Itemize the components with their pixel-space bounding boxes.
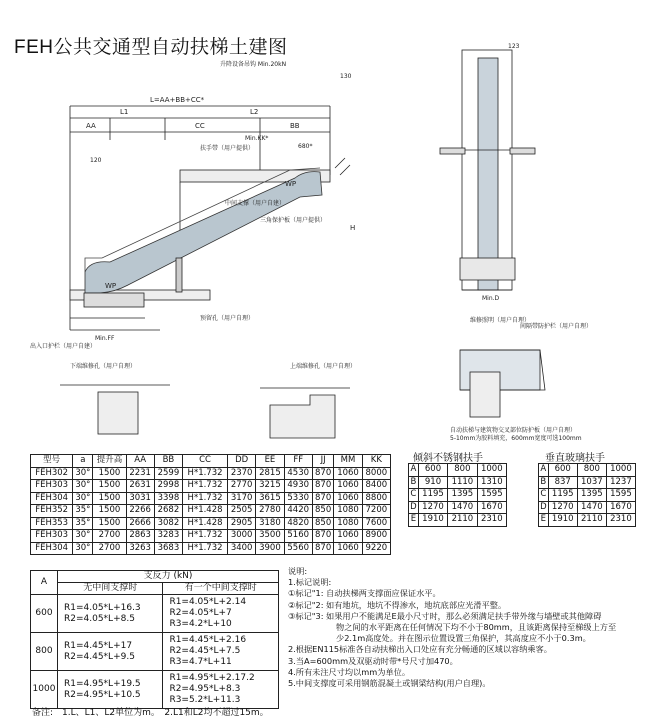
table-cell: 3215: [256, 480, 284, 493]
table-cell: 2700: [93, 542, 126, 555]
table-cell: 2905: [228, 517, 256, 530]
table-cell: FEH303: [31, 530, 73, 543]
table-cell: 2310: [477, 514, 506, 527]
label-l2: L2: [250, 108, 259, 116]
table-cell: 1080: [334, 505, 362, 518]
width-cell: 600: [31, 595, 58, 633]
callout-handrail: 扶手带（用户提供）: [200, 145, 255, 152]
table-row: [31, 542, 391, 555]
col-header: AA: [126, 455, 154, 468]
table-cell: 8400: [362, 480, 390, 493]
table-cell: 2110: [448, 514, 477, 527]
col-a-header: A: [31, 571, 58, 595]
table-cell: 30°: [73, 542, 93, 555]
table-cell: 3900: [256, 542, 284, 555]
table-cell: 3400: [228, 542, 256, 555]
table-cell: 3170: [228, 492, 256, 505]
table-row: [31, 480, 391, 493]
callout-partition: 间隔带防护栏（用户自理）: [520, 323, 593, 330]
table-cell: 30°: [73, 480, 93, 493]
formula: R3=4.2*L+10: [169, 619, 232, 629]
table-cell: 35°: [73, 517, 93, 530]
formula: R1=4.45*L+2.16: [169, 635, 247, 645]
formula-cell: [58, 671, 163, 709]
table-cell: 7600: [362, 517, 390, 530]
table-cell: H*1.732: [183, 530, 228, 543]
table-cell: 3615: [256, 492, 284, 505]
table-row: [31, 492, 391, 505]
table-cell: E: [539, 514, 549, 527]
table-cell: 600: [548, 464, 577, 477]
col-header: 型号: [31, 455, 73, 468]
table-cell: 2110: [577, 514, 606, 527]
table-cell: 1195: [548, 489, 577, 502]
table-cell: 850: [312, 505, 334, 518]
sub-left: 无中间支撑时: [58, 583, 163, 595]
formula: R2=4.05*L+7: [169, 608, 232, 618]
col-header: 提升高: [93, 455, 126, 468]
col-header: FF: [284, 455, 312, 468]
glass-title: 垂直玻璃扶手: [545, 453, 605, 464]
table-cell: FEH353: [31, 517, 73, 530]
table-cell: 1060: [334, 467, 362, 480]
table-cell: 1060: [334, 480, 362, 493]
table-cell: H*1.732: [183, 480, 228, 493]
table-cell: 9220: [362, 542, 390, 555]
table-row: [31, 505, 391, 518]
col-header: DD: [228, 455, 256, 468]
table-cell: 30°: [73, 492, 93, 505]
support-table: [30, 570, 279, 709]
label-aa: AA: [86, 122, 96, 130]
stainless-title: 倾斜不锈钢扶手: [413, 453, 483, 464]
table-cell: 1060: [334, 492, 362, 505]
table-cell: 1595: [477, 489, 506, 502]
label-min-d: Min.D: [482, 295, 500, 302]
table-cell: 870: [312, 467, 334, 480]
table-row: [409, 489, 507, 502]
table-cell: 910: [418, 476, 447, 489]
notes: [288, 566, 640, 689]
table-cell: 3082: [154, 517, 182, 530]
formula: R3=5.2*L+11.3: [169, 695, 241, 705]
table-cell: 2780: [256, 505, 284, 518]
table-cell: 1310: [477, 476, 506, 489]
table-cell: 3398: [154, 492, 182, 505]
table-cell: 2770: [228, 480, 256, 493]
callout-crossing-guard: 自动扶梯与建筑物交叉部位防护板（用户自理）: [450, 427, 577, 434]
table-row: [539, 514, 636, 527]
table-cell: B: [410, 476, 417, 487]
table-cell: 4820: [284, 517, 312, 530]
table-cell: C: [540, 489, 547, 500]
table-cell: 2682: [154, 505, 182, 518]
label-bb: BB: [290, 122, 300, 130]
table-cell: 1670: [477, 501, 506, 514]
col-header: MM: [334, 455, 362, 468]
table-cell: 4420: [284, 505, 312, 518]
table-cell: 4930: [284, 480, 312, 493]
table-cell: 30°: [73, 467, 93, 480]
table-row: [409, 501, 507, 514]
table-cell: 2815: [256, 467, 284, 480]
table-row: [31, 595, 279, 633]
label-130: 130: [340, 73, 352, 80]
label-cc: CC: [195, 122, 205, 130]
table-cell: 4530: [284, 467, 312, 480]
table-cell: 2631: [126, 480, 154, 493]
table-cell: 3283: [154, 530, 182, 543]
table-row: [31, 671, 279, 709]
table-cell: 1500: [93, 480, 126, 493]
table-cell: A: [540, 464, 547, 475]
table-cell: 1270: [418, 501, 447, 514]
table-cell: 1080: [334, 517, 362, 530]
table-header-row: [31, 455, 391, 468]
note-line: ③标记"3: 如果用户不能满足E最小尺寸时，那么必须满足扶手带外缘与墙壁或其他障碍: [288, 610, 602, 621]
table-cell: 1910: [418, 514, 447, 527]
label-wp-lower: WP: [105, 282, 117, 290]
page-title: FEH公共交通型自动扶梯土建图: [14, 37, 288, 58]
note-line: 说明:: [288, 566, 308, 576]
table-cell: 2863: [126, 530, 154, 543]
table-cell: 800: [577, 464, 606, 477]
table-cell: 2700: [93, 530, 126, 543]
table-cell: 3000: [228, 530, 256, 543]
callout-hook: 升降设备吊钩 Min.20kN: [220, 61, 287, 68]
table-row: [409, 464, 507, 477]
table-cell: 1470: [577, 501, 606, 514]
table-cell: 870: [312, 530, 334, 543]
table-cell: C: [410, 489, 417, 500]
table-cell: 2231: [126, 467, 154, 480]
col-header: BB: [154, 455, 182, 468]
formula: R1=4.45*L+17: [64, 640, 133, 651]
col-header: CC: [183, 455, 228, 468]
table-cell: 2310: [606, 514, 635, 527]
table-cell: 2666: [126, 517, 154, 530]
footnote: 备注: 1.L、L1、L2单位为m。 2.L1和L2均不超过15m。: [32, 708, 269, 718]
table-cell: 870: [312, 542, 334, 555]
table-cell: 1470: [448, 501, 477, 514]
table-cell: 1395: [577, 489, 606, 502]
table-cell: H*1.732: [183, 542, 228, 555]
table-cell: 5330: [284, 492, 312, 505]
table-cell: 3500: [256, 530, 284, 543]
stainless-table: [408, 463, 507, 527]
table-cell: B: [540, 476, 547, 487]
table-cell: 8900: [362, 530, 390, 543]
table-cell: 30°: [73, 530, 93, 543]
table-cell: 35°: [73, 505, 93, 518]
label-120: 120: [90, 157, 102, 164]
table-cell: 1270: [548, 501, 577, 514]
table-cell: FEH304: [31, 492, 73, 505]
col-header: KK: [362, 455, 390, 468]
label-kk: Min.KK*: [245, 135, 269, 142]
label-h: H: [350, 224, 356, 232]
table-row: [539, 489, 636, 502]
formula: R2=4.45*L+7.5: [169, 646, 241, 656]
note-line: 2.根据EN115标准各自动扶梯出入口处应有充分畅通的区域以容纳乘客。: [288, 644, 552, 655]
table-cell: 2505: [228, 505, 256, 518]
table-cell: 1595: [606, 489, 635, 502]
table-cell: 3031: [126, 492, 154, 505]
note-line: 1.标记说明:: [288, 577, 332, 588]
table-cell: 837: [548, 476, 577, 489]
table-cell: FEH302: [31, 467, 73, 480]
callout-entrance-rail: 出入口护栏（用户自建）: [30, 343, 97, 350]
table-cell: E: [409, 514, 419, 527]
table-cell: 800: [448, 464, 477, 477]
table-cell: 870: [312, 492, 334, 505]
note-line: ①标记"1: 自动扶梯两支撑面应保证水平。: [288, 588, 441, 599]
col-header: a: [73, 455, 93, 468]
formula: R1=4.95*L+2.17.2: [169, 673, 255, 683]
table-cell: FEH304: [31, 542, 73, 555]
table-cell: 1395: [448, 489, 477, 502]
table-cell: 1500: [93, 505, 126, 518]
formula-cell: [163, 671, 279, 709]
table-row: [409, 476, 507, 489]
sub-right: 有一个中间支撑时: [163, 583, 279, 595]
table-row: [409, 514, 507, 527]
formula: R2=4.45*L+9.5: [64, 651, 135, 662]
width-cell: 800: [31, 633, 58, 671]
table-cell: 870: [312, 480, 334, 493]
spec-table: [30, 454, 391, 555]
table-cell: 3683: [154, 542, 182, 555]
table-cell: 1910: [548, 514, 577, 527]
width-cell: 1000: [31, 671, 58, 709]
callout-filling: 5-10mm为胶料填充，600mm宽度可选100mm: [450, 435, 582, 442]
label-123: 123: [508, 43, 520, 50]
label-680: 680*: [298, 143, 313, 150]
table-cell: H*1.732: [183, 467, 228, 480]
formula: R2=4.95*L+8.3: [169, 684, 241, 694]
table-cell: 1237: [606, 476, 635, 489]
note-line: 4.所有未注尺寸均以mm为单位。: [288, 666, 411, 677]
table-cell: 2599: [154, 467, 182, 480]
table-cell: 1500: [93, 467, 126, 480]
label-l1: L1: [120, 108, 129, 116]
table-row: [31, 467, 391, 480]
col-header: JJ: [312, 455, 334, 468]
note-line: 物之间的水平距离在任何情况下均不小于80mm，且该距离保持至梯级上方至: [336, 622, 617, 633]
callout-mid-support: 中间支撑（用户自建）: [225, 200, 286, 207]
table-cell: 600: [418, 464, 447, 477]
table-cell: FEH303: [31, 480, 73, 493]
formula: R1=4.05*L+2.14: [169, 597, 247, 607]
table-cell: 8000: [362, 467, 390, 480]
table-cell: 1037: [577, 476, 606, 489]
label-wp-upper: WP: [285, 180, 297, 188]
label-min-ff: Min.FF: [95, 335, 115, 342]
callout-hole: 预留孔（用户自理）: [200, 315, 255, 322]
support-head: 支反力 (kN): [58, 571, 279, 583]
formula-cell: [58, 633, 163, 671]
table-cell: 1500: [93, 492, 126, 505]
formula: R2=4.05*L+8.5: [64, 613, 135, 624]
table-row: [31, 633, 279, 671]
table-row: [539, 476, 636, 489]
table-row: [31, 517, 391, 530]
callout-triangle: 三角保护板（用户提供）: [260, 217, 327, 224]
table-cell: A: [410, 464, 417, 475]
table-cell: 7200: [362, 505, 390, 518]
formula-cell: [163, 595, 279, 633]
note-line: 少2.1m高度处。并在图示位置设置三角保护，其高度应不小于0.3m。: [336, 633, 591, 644]
table-cell: 5160: [284, 530, 312, 543]
table-row: [539, 464, 636, 477]
table-cell: 8800: [362, 492, 390, 505]
table-cell: 2998: [154, 480, 182, 493]
table-cell: D: [540, 501, 547, 512]
callout-lower-pit: 下端维修孔（用户自理）: [70, 363, 137, 370]
table-cell: 2370: [228, 467, 256, 480]
table-row: [539, 501, 636, 514]
note-line: 5.中间支撑度可采用钢筋混凝土或钢梁结构(用户自理)。: [288, 678, 491, 689]
note-line: 3.当A=600mm及双驱动时带*号尺寸加470。: [288, 655, 458, 666]
note-line: ②标记"2: 如有地坑，地坑不得渗水，地坑底部应光滑平整。: [288, 599, 507, 610]
table-cell: H*1.428: [183, 505, 228, 518]
label-l-formula: L=AA+BB+CC*: [150, 96, 205, 104]
table-cell: 1000: [606, 464, 635, 477]
table-cell: 1000: [477, 464, 506, 477]
formula: R1=4.05*L+16.3: [64, 602, 141, 613]
callout-upper-pit: 上端维修孔（用户自理）: [290, 363, 357, 370]
table-cell: 1500: [93, 517, 126, 530]
table-cell: H*1.428: [183, 517, 228, 530]
formula-cell: [58, 595, 163, 633]
table-cell: 1060: [334, 542, 362, 555]
formula-cell: [163, 633, 279, 671]
table-cell: H*1.732: [183, 492, 228, 505]
table-cell: 3180: [256, 517, 284, 530]
col-header: EE: [256, 455, 284, 468]
table-cell: D: [410, 501, 417, 512]
table-cell: 3263: [126, 542, 154, 555]
table-cell: 2266: [126, 505, 154, 518]
table-cell: 850: [312, 517, 334, 530]
callout-lighting: 维修照明（用户自理）: [470, 317, 531, 324]
table-cell: 1195: [418, 489, 447, 502]
table-cell: 1110: [448, 476, 477, 489]
formula: R3=4.7*L+11: [169, 657, 232, 667]
formula: R2=4.95*L+10.5: [64, 689, 141, 700]
formula: R1=4.95*L+19.5: [64, 678, 141, 689]
table-cell: 1060: [334, 530, 362, 543]
glass-table: [538, 463, 636, 527]
table-cell: 1670: [606, 501, 635, 514]
table-cell: 5560: [284, 542, 312, 555]
table-cell: FEH352: [31, 505, 73, 518]
table-row: [31, 530, 391, 543]
